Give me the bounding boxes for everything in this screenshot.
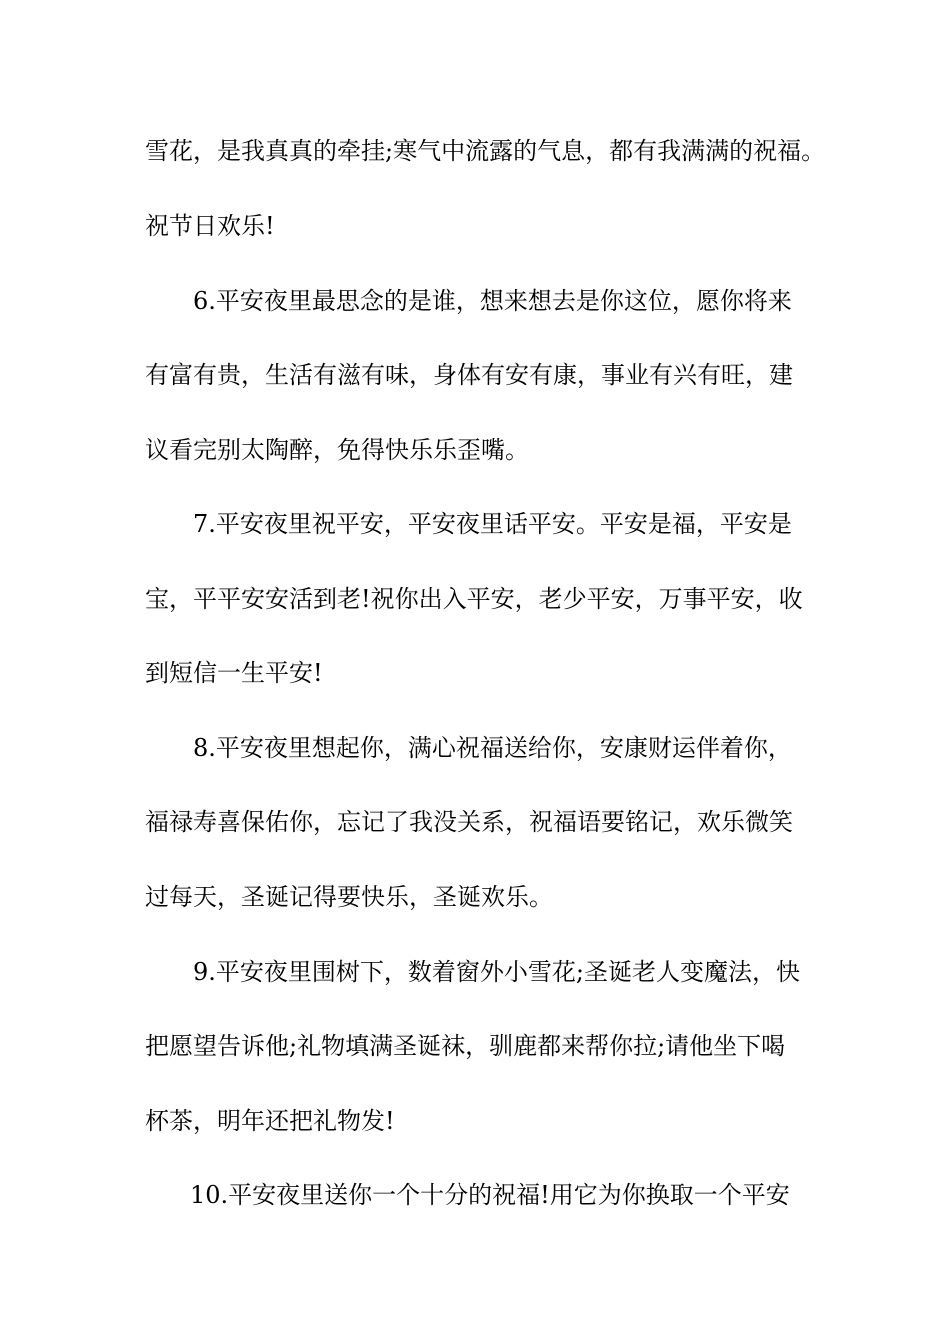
paragraph-start-line: 10.平安夜里送你一个十分的祝福!用它为你换取一个平安 <box>190 1181 790 1209</box>
paragraph-start-line: 7.平安夜里祝平安，平安夜里话平安。平安是福，平安是 <box>193 510 792 538</box>
text-line: 议看完别太陶醉，免得快乐乐歪嘴。 <box>145 436 529 464</box>
text-line: 祝节日欢乐! <box>145 212 275 240</box>
text-line: 有富有贵，生活有滋有味，身体有安有康，事业有兴有旺，建 <box>145 361 793 389</box>
paragraph-start-line: 9.平安夜里围树下，数着窗外小雪花;圣诞老人变魔法，快 <box>193 958 800 986</box>
text-line: 到短信一生平安! <box>145 659 323 687</box>
text-line: 雪花，是我真真的牵挂;寒气中流露的气息，都有我满满的祝福。 <box>145 137 826 165</box>
text-line: 宝，平平安安活到老!祝你出入平安，老少平安，万事平安，收 <box>145 585 803 613</box>
paragraph-start-line: 6.平安夜里最思念的是谁，想来想去是你这位，愿你将来 <box>193 287 792 315</box>
text-line: 杯茶，明年还把礼物发! <box>145 1107 395 1135</box>
text-line: 过每天，圣诞记得要快乐，圣诞欢乐。 <box>145 883 553 911</box>
paragraph-start-line: 8.平安夜里想起你，满心祝福送给你，安康财运伴着你， <box>193 734 792 762</box>
text-line: 把愿望告诉他;礼物填满圣诞袜，驯鹿都来帮你拉;请他坐下喝 <box>145 1032 786 1060</box>
text-line: 福禄寿喜保佑你，忘记了我没关系，祝福语要铭记，欢乐微笑 <box>145 808 793 836</box>
